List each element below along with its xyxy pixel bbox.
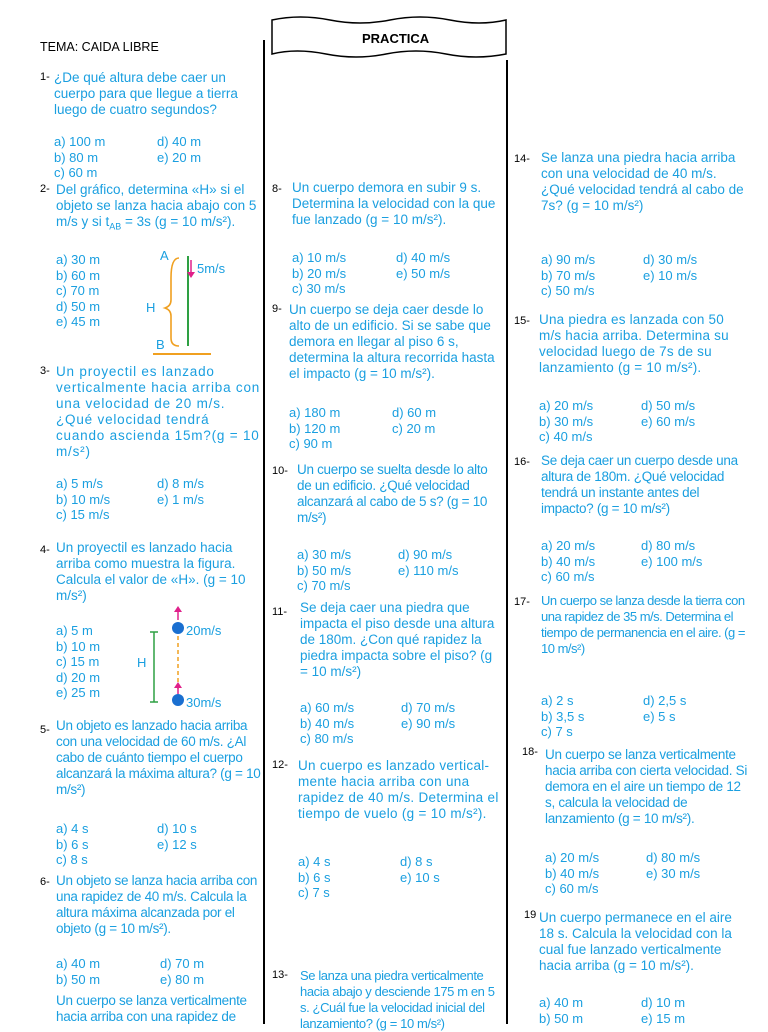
question-number: 10-	[272, 465, 288, 477]
question-text: Un proyectil es lanzado hacia arriba como muestra la figura. Calcula el valor de «H». (g = 10 m/s²)	[56, 540, 246, 603]
option: d) 30 m/s	[643, 252, 698, 267]
option: e) 5 s	[643, 708, 676, 724]
label-a: A	[160, 248, 169, 263]
options-right	[396, 250, 450, 281]
option: a) 10 m/s	[292, 250, 347, 265]
option: e) 90 m/s	[401, 715, 456, 731]
options-left	[300, 700, 354, 747]
option: e) 60 m/s	[641, 413, 696, 429]
options-left	[297, 547, 351, 594]
options-right	[157, 134, 201, 165]
option: d) 40 m	[157, 134, 202, 149]
option: c) 30 m/s	[292, 281, 346, 296]
label-velocity-bottom: 30m/s	[186, 695, 222, 710]
options-left	[292, 250, 346, 297]
option: c) 20 m	[392, 420, 436, 436]
options-left	[539, 398, 593, 445]
label-velocity-top: 20m/s	[186, 623, 222, 638]
options-right	[641, 995, 685, 1026]
option: b) 20 m/s	[292, 265, 347, 281]
label-h: H	[146, 300, 156, 315]
option: d) 40 m/s	[396, 250, 451, 265]
column-divider-right	[506, 60, 508, 1024]
option: d) 80 m/s	[641, 538, 696, 553]
question-number: 19	[524, 909, 537, 921]
option: b) 50 m/s	[297, 562, 352, 578]
question-text: Un objeto se lanza hacia arriba con una rapidez de 40 m/s. Calcula la altura máxima alcanzada por el objeto (g = 10 m/s²).	[56, 873, 258, 936]
option: e) 80 m	[160, 971, 205, 987]
option: e) 45 m	[56, 314, 101, 329]
label-h: H	[137, 655, 147, 670]
option: e) 100 m/s	[641, 553, 703, 569]
options-right	[157, 476, 204, 507]
topic-title: TEMA: CAIDA LIBRE	[40, 40, 159, 54]
option: d) 8 s	[400, 854, 433, 869]
question-text: Un cuerpo se lanza desde la tierra con una rapidez de 35 m/s. Determina el tiempo de permanencia en el aire. (g = 10 m/s²)	[541, 593, 745, 656]
question-number: 5-	[40, 724, 50, 736]
option: a) 2 s	[541, 693, 574, 708]
option: a) 100 m	[54, 134, 106, 149]
option: a) 40 m	[56, 956, 101, 971]
option: a) 60 m/s	[300, 700, 355, 715]
question-text: Del gráfico, determina «H» si el objeto se lanza hacia abajo con 5 m/s y si $t_{AB} = 3s$ (g = 10 m/s²).	[56, 182, 257, 232]
option: e) 50 m/s	[396, 265, 451, 281]
option: c) 60 m/s	[541, 569, 595, 584]
option: c) 40 m/s	[539, 429, 593, 444]
option: d) 70 m/s	[401, 700, 456, 715]
option: b) 50 m	[56, 971, 101, 987]
question-number: 4-	[40, 544, 50, 556]
options-left	[289, 405, 340, 452]
option: b) 6 s	[56, 836, 89, 852]
option: e) 1 m/s	[157, 491, 204, 507]
question-text: Un cuerpo se lanza verticalmente hacia arriba con cierta velocidad. Si demora en el aire un tiempo de 12 s, calcula la velocidad de lanzamiento (g = 10 m/s²).	[545, 747, 748, 826]
options-right	[401, 700, 455, 731]
question-text: Un cuerpo demora en subir 9 s. Determina la velocidad con la que fue lanzado (g = 10 m/s²).	[292, 180, 496, 227]
option: c) 70 m	[56, 283, 100, 298]
options-right	[641, 398, 695, 429]
option: b) 40 m/s	[300, 715, 355, 731]
options-right	[398, 547, 458, 578]
banner-title: PRACTICA	[362, 31, 430, 46]
question-text: Se deja caer una piedra que impacta el piso desde una altura de 180m. ¿Con qué rapidez la piedra impacta sobre el piso? (g = 10 m/s²)	[300, 600, 495, 679]
question-text: Un objeto es lanzado hacia arriba con una velocidad de 60 m/s. ¿Al cabo de cuánto tiempo el cuerpo alcanzará la máxima altura? (g = 10 m/s²)	[56, 718, 261, 797]
question-text: Se lanza una piedra verticalmente hacia abajo y desciende 175 m en 5 s. ¿Cuál fue la velocidad inicial del lanzamiento? (g = 10 m/s²)	[300, 968, 495, 1031]
option: d) 80 m/s	[646, 850, 701, 865]
option: a) 90 m/s	[541, 252, 596, 267]
options-right	[392, 405, 436, 436]
option: d) 10 m	[641, 995, 686, 1010]
option: d) 90 m/s	[398, 547, 453, 562]
question-number: 6-	[40, 876, 50, 888]
options-right	[643, 693, 686, 724]
option: c) 15 m/s	[56, 507, 110, 522]
option: d) 2,5 s	[643, 693, 687, 708]
option: c) 7 s	[298, 885, 330, 900]
question-text: Un proyectil es lanzado verticalmente hacia arriba con una velocidad de 20 m/s. ¿Qué velocidad tendrá cuando ascienda 15m?(g = 10 m/s²)	[56, 364, 261, 459]
option: b) 40 m/s	[541, 553, 596, 569]
option: a) 20 m/s	[541, 538, 596, 553]
option: b) 3,5 s	[541, 708, 585, 724]
options-right	[646, 850, 700, 881]
options	[56, 623, 100, 701]
label-b: B	[156, 337, 165, 352]
option: d) 60 m	[392, 405, 437, 420]
options-left	[545, 850, 599, 897]
option: c) 7 s	[541, 724, 573, 739]
option: d) 50 m	[56, 298, 101, 314]
option: c) 50 m/s	[541, 283, 595, 298]
options-left	[56, 252, 100, 330]
question-text: Se lanza una piedra hacia arriba con una velocidad de 40 m/s. ¿Qué velocidad tendrá al cabo de 7s? (g = 10 m/s²)	[541, 150, 744, 213]
label-velocity: 5m/s	[197, 261, 226, 276]
option: a) 30 m	[56, 252, 101, 267]
option: a) 20 m/s	[545, 850, 600, 865]
options-left	[539, 995, 583, 1026]
question-number: 3-	[40, 365, 50, 377]
option: a) 30 m/s	[297, 547, 352, 562]
option: b) 120 m	[289, 420, 341, 436]
option: e) 12 s	[157, 836, 197, 852]
option: d) 70 m	[160, 956, 205, 971]
option: d) 50 m/s	[641, 398, 696, 413]
question-text: Un cuerpo es lanzado vertical- mente hacia arriba con una rapidez de 40 m/s. Determina el tiempo de vuelo (g = 10 m/s²).	[298, 758, 499, 821]
option: c) 60 m	[54, 165, 98, 180]
options-right	[400, 854, 440, 885]
option: d) 10 s	[157, 821, 197, 836]
option: a) 4 s	[56, 821, 89, 836]
question-text: Un cuerpo permanece en el aire 18 s. Calcula la velocidad con la cual fue lanzado verticalmente hacia arriba (g = 10 m/s²).	[539, 910, 732, 973]
question-number: 15-	[514, 315, 530, 327]
option: b) 40 m/s	[545, 865, 600, 881]
option: c) 15 m	[56, 654, 100, 669]
option: d) 20 m	[56, 669, 101, 685]
question-number: 18-	[522, 746, 538, 758]
question-number: 13-	[272, 969, 288, 981]
options-right	[641, 538, 702, 569]
option: c) 60 m/s	[545, 881, 599, 896]
options-left	[56, 476, 110, 523]
option: a) 4 s	[298, 854, 331, 869]
question-number: 1-	[40, 71, 50, 83]
options-left	[541, 538, 595, 585]
option: b) 70 m/s	[541, 267, 596, 283]
question-number: 14-	[514, 153, 530, 165]
question-text: Se deja caer un cuerpo desde una altura de 180m. ¿Qué velocidad tendrá un instante antes del impacto? (g = 10 m/s²)	[541, 453, 738, 516]
option: a) 5 m	[56, 623, 93, 638]
options-left	[56, 956, 100, 987]
option: b) 50 m	[539, 1010, 584, 1026]
question-text: Un cuerpo se suelta desde lo alto de un edificio. ¿Qué velocidad alcanzará al cabo de 5 s? (g = 10 m/s²)	[297, 462, 488, 525]
option: b) 60 m	[56, 267, 101, 283]
option: e) 10 s	[400, 869, 440, 885]
options-left	[541, 252, 595, 299]
question-number: 17-	[514, 596, 530, 608]
option: e) 30 m/s	[646, 865, 701, 881]
question-text: Un cuerpo se deja caer desde lo alto de un edificio. Si se sabe que demora en llegar al piso 6 s, determina la altura recorrida hasta el impacto (g = 10 m/s²).	[289, 302, 495, 381]
options-left	[56, 821, 89, 868]
option: c) 8 s	[56, 852, 88, 867]
options-left	[298, 854, 331, 901]
options-right	[157, 821, 197, 852]
option: a) 5 m/s	[56, 476, 103, 491]
question-text: ¿De qué altura debe caer un cuerpo para que llegue a tierra luego de cuatro segundos?	[54, 70, 238, 117]
option: c) 80 m/s	[300, 731, 354, 746]
option: b) 6 s	[298, 869, 331, 885]
option: a) 40 m	[539, 995, 584, 1010]
option: a) 180 m	[289, 405, 341, 420]
question-number: 16-	[514, 456, 530, 468]
options-right	[643, 252, 697, 283]
option: e) 110 m/s	[398, 562, 459, 578]
option: e) 25 m	[56, 685, 101, 700]
question-number: 8-	[272, 183, 282, 195]
question-text: Una piedra es lanzada con 50 m/s hacia arriba. Determina su velocidad luego de 7s de su lanzamiento (g = 10 m/s²).	[539, 312, 729, 375]
question-number: 12-	[272, 759, 288, 771]
option: e) 20 m	[157, 149, 202, 165]
option: b) 10 m	[56, 638, 101, 654]
option: b) 30 m/s	[539, 413, 594, 429]
question-number: 2-	[40, 183, 50, 195]
option: b) 10 m/s	[56, 491, 111, 507]
option: c) 90 m	[289, 436, 333, 451]
question-number: 11-	[272, 606, 288, 618]
column-divider-left	[263, 40, 265, 1024]
question-text: Un cuerpo se lanza verticalmente hacia arriba con una rapidez de	[56, 993, 247, 1024]
option: d) 8 m/s	[157, 476, 204, 491]
question-number: 9-	[272, 303, 282, 315]
options-left	[54, 134, 105, 181]
option: b) 80 m	[54, 149, 99, 165]
option: e) 10 m/s	[643, 267, 698, 283]
options-left	[541, 693, 584, 740]
option: a) 20 m/s	[539, 398, 594, 413]
options-right	[160, 956, 204, 987]
option: c) 70 m/s	[297, 578, 351, 593]
option: e) 15 m	[641, 1010, 686, 1026]
